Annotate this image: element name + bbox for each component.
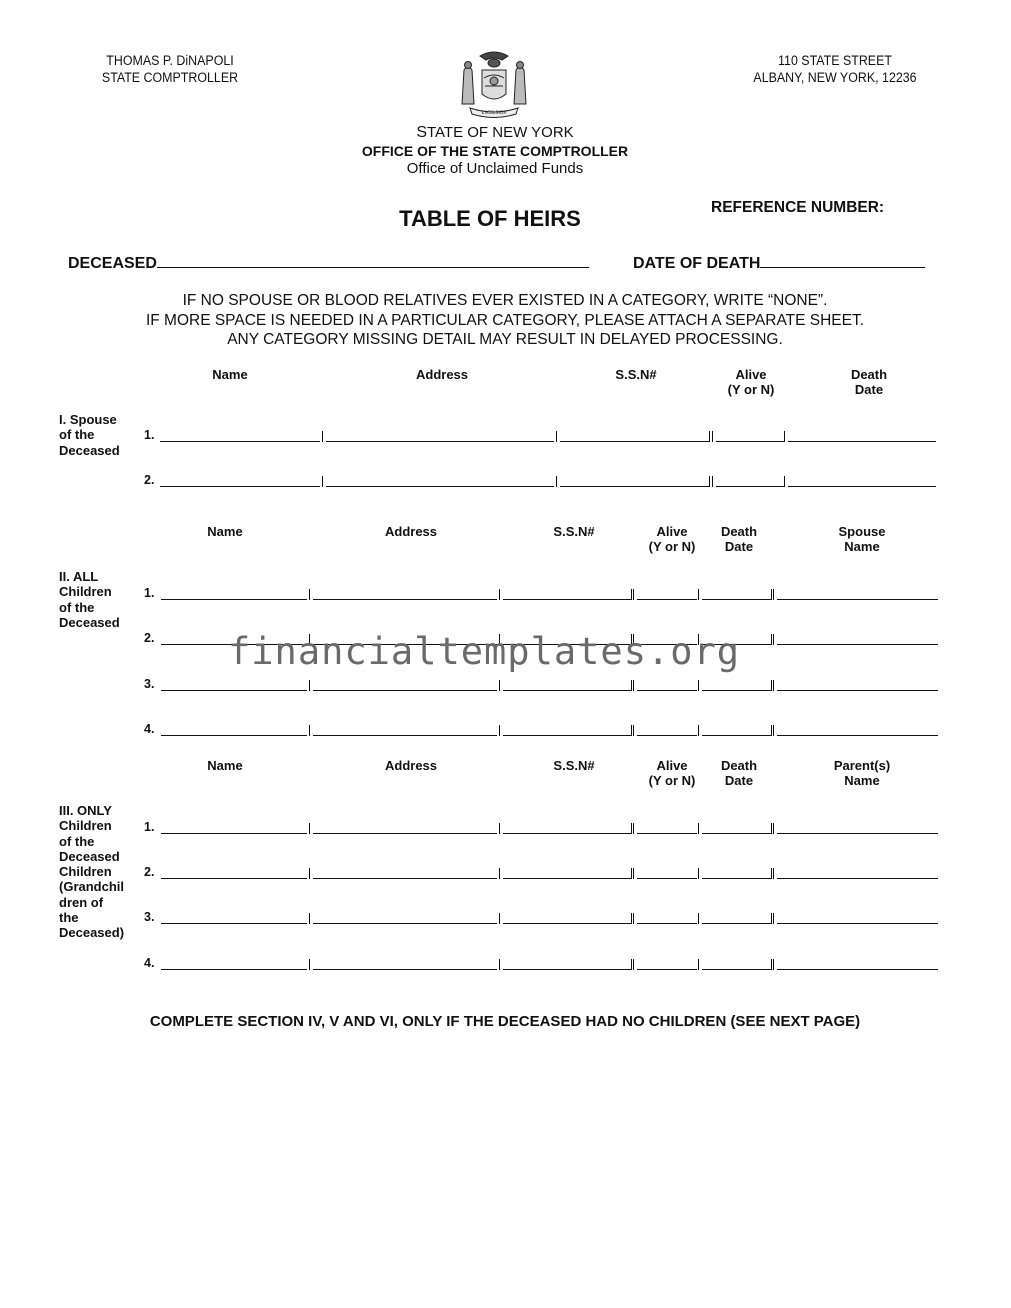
entry-blank-3[interactable] (637, 735, 697, 736)
watermark: financialtemplates.org (228, 630, 741, 673)
footer-note: COMPLETE SECTION IV, V AND VI, ONLY IF THE DECEASED HAD NO CHILDREN (SEE NEXT PAGE) (149, 1013, 861, 1030)
section-label-line: the (59, 910, 79, 926)
column-header-line: Address (415, 367, 469, 382)
column-separator (633, 589, 634, 600)
entry-blank-4[interactable] (702, 833, 772, 834)
section-label-line: Children (59, 818, 112, 834)
entry-blank-2[interactable] (503, 735, 632, 736)
column-separator (499, 725, 500, 736)
section-label-line: dren of (59, 894, 104, 910)
entry-blank-4[interactable] (702, 690, 772, 691)
column-separator (784, 431, 785, 442)
row-number: 2. (144, 631, 155, 645)
entry-blank-2[interactable] (560, 486, 710, 487)
column-separator (633, 868, 634, 879)
column-separator (309, 868, 310, 879)
column-separator (773, 680, 774, 691)
entry-blank-0[interactable] (161, 599, 307, 600)
column-header (814, 367, 924, 397)
row-number: 1. (144, 586, 155, 600)
column-separator (771, 959, 772, 970)
section-label (59, 569, 120, 630)
column-separator (773, 959, 774, 970)
instruction-line: ANY CATEGORY MISSING DETAIL MAY RESULT IN DELAYED PROCESSING. (227, 331, 783, 348)
column-header (170, 524, 280, 539)
entry-blank-5[interactable] (777, 969, 938, 970)
column-header-line: Name (207, 758, 243, 773)
entry-blank-5[interactable] (777, 690, 938, 691)
section-label-line: Children (59, 584, 112, 600)
section-label (59, 412, 120, 458)
entry-blank-2[interactable] (503, 833, 632, 834)
entry-blank-2[interactable] (503, 923, 632, 924)
address-street: 110 STATE STREET (778, 53, 892, 68)
column-separator (631, 868, 632, 879)
comptroller-name: THOMAS P. DiNAPOLI (106, 53, 234, 68)
section-label-line: Deceased) (59, 925, 125, 941)
column-header (684, 524, 794, 554)
section-label-line: Children (59, 864, 112, 880)
entry-blank-3[interactable] (637, 599, 697, 600)
section-label (59, 803, 124, 941)
entry-blank-0[interactable] (161, 735, 307, 736)
entry-blank-5[interactable] (777, 833, 938, 834)
column-separator (712, 476, 713, 487)
entry-blank-1[interactable] (326, 486, 554, 487)
state-seal-icon (452, 48, 536, 124)
column-header (356, 524, 466, 539)
column-header-line: Death (850, 367, 888, 382)
row-number: 1. (144, 820, 155, 834)
entry-blank-5[interactable] (777, 878, 938, 879)
column-header-line: (Y or N) (648, 539, 696, 554)
column-header (387, 367, 497, 382)
column-header-line: Parent(s) (833, 758, 891, 773)
column-header-line: Date (724, 773, 754, 788)
column-separator (499, 959, 500, 970)
section-label-line: of the (59, 427, 95, 443)
column-header-line: Death (720, 758, 758, 773)
column-header-line: Alive (735, 367, 767, 382)
office-name: OFFICE OF THE STATE COMPTROLLER (361, 143, 629, 159)
entry-blank-3[interactable] (637, 690, 697, 691)
column-header (175, 367, 285, 382)
column-separator (698, 589, 699, 600)
column-separator (771, 589, 772, 600)
column-header-line: Spouse (838, 524, 886, 539)
column-separator (633, 680, 634, 691)
column-header-line: S.S.N# (615, 367, 657, 382)
entry-blank-5[interactable] (777, 923, 938, 924)
entry-blank-0[interactable] (161, 878, 307, 879)
deceased-label: DECEASED (68, 255, 157, 272)
entry-blank-4[interactable] (788, 486, 936, 487)
seal-motto: EXCELSIOR (481, 111, 507, 116)
column-header (519, 524, 629, 539)
column-separator (631, 725, 632, 736)
column-header-line: Date (724, 539, 754, 554)
column-header (696, 367, 806, 397)
column-header-line: Death (720, 524, 758, 539)
column-header-line: S.S.N# (553, 524, 595, 539)
column-separator (633, 823, 634, 834)
column-separator (771, 823, 772, 834)
office-subtitle: Office of Unclaimed Funds (406, 160, 584, 177)
section-label-line: Deceased (59, 442, 120, 458)
column-separator (499, 823, 500, 834)
instruction-line: IF NO SPOUSE OR BLOOD RELATIVES EVER EXISTED IN A CATEGORY, WRITE “NONE”. (182, 292, 828, 309)
column-separator (771, 913, 772, 924)
column-separator (712, 431, 713, 442)
column-header-line: S.S.N# (553, 758, 595, 773)
column-header (807, 524, 917, 554)
column-separator (556, 476, 557, 487)
section-label-line: of the (59, 833, 95, 849)
column-separator (309, 959, 310, 970)
entry-blank-3[interactable] (637, 923, 697, 924)
column-separator (698, 868, 699, 879)
column-separator (499, 868, 500, 879)
entry-blank-1[interactable] (313, 690, 497, 691)
column-header-line: Address (384, 758, 438, 773)
entry-blank-5[interactable] (777, 644, 938, 645)
column-header-line: Alive (656, 524, 688, 539)
row-number: 4. (144, 722, 155, 736)
column-separator (709, 431, 710, 442)
column-separator (709, 476, 710, 487)
office-address-block (748, 52, 923, 86)
instruction-line: IF MORE SPACE IS NEEDED IN A PARTICULAR CATEGORY, PLEASE ATTACH A SEPARATE SHEET. (145, 311, 865, 329)
section-label-line: of the (59, 599, 95, 615)
entry-blank-2[interactable] (560, 441, 710, 442)
entry-blank-1[interactable] (326, 441, 554, 442)
entry-blank-4[interactable] (788, 441, 936, 442)
column-header-line: Name (212, 367, 248, 382)
column-separator (698, 913, 699, 924)
column-separator (633, 959, 634, 970)
entry-blank-4[interactable] (702, 735, 772, 736)
entry-blank-3[interactable] (637, 833, 697, 834)
state-name (280, 124, 710, 142)
entry-blank-2[interactable] (503, 599, 632, 600)
address-city: ALBANY, NEW YORK, 12236 (753, 70, 917, 85)
column-separator (631, 589, 632, 600)
column-separator (322, 476, 323, 487)
column-separator (698, 823, 699, 834)
column-separator (771, 680, 772, 691)
column-separator (499, 913, 500, 924)
column-separator (322, 431, 323, 442)
entry-blank-2[interactable] (503, 690, 632, 691)
column-separator (698, 959, 699, 970)
row-number: 2. (144, 865, 155, 879)
form-title: TABLE OF HEIRS (399, 206, 581, 231)
column-separator (771, 634, 772, 645)
entry-blank-0[interactable] (161, 690, 307, 691)
entry-blank-0[interactable] (161, 923, 307, 924)
column-separator (631, 913, 632, 924)
row-number: 3. (144, 677, 155, 691)
entry-blank-3[interactable] (716, 486, 784, 487)
column-header-line: Name (207, 524, 243, 539)
entry-blank-1[interactable] (313, 599, 497, 600)
comptroller-title: STATE COMPTROLLER (101, 70, 239, 85)
section-label-line: II. ALL (59, 569, 99, 584)
column-separator (309, 725, 310, 736)
entry-blank-3[interactable] (716, 441, 784, 442)
column-header-line: Alive (656, 758, 688, 773)
column-separator (556, 431, 557, 442)
column-separator (771, 868, 772, 879)
comptroller-name-block (78, 52, 262, 86)
entry-blank-1[interactable] (313, 923, 497, 924)
column-separator (771, 725, 772, 736)
column-header-line: (Y or N) (648, 773, 696, 788)
column-separator (773, 868, 774, 879)
entry-blank-0[interactable] (160, 486, 320, 487)
entry-blank-0[interactable] (161, 833, 307, 834)
date-of-death-input-line[interactable] (760, 253, 925, 268)
deceased-input-line[interactable] (157, 253, 589, 268)
entry-blank-5[interactable] (777, 735, 938, 736)
entry-blank-1[interactable] (313, 969, 497, 970)
column-header (684, 758, 794, 788)
section-label-line: Deceased (59, 614, 120, 630)
column-header (356, 758, 466, 773)
entry-blank-0[interactable] (161, 969, 307, 970)
entry-blank-1[interactable] (313, 735, 497, 736)
entry-blank-4[interactable] (702, 969, 772, 970)
column-header-line: Name (844, 539, 880, 554)
entry-blank-2[interactable] (503, 969, 632, 970)
column-separator (773, 913, 774, 924)
column-separator (631, 823, 632, 834)
entry-blank-0[interactable] (160, 441, 320, 442)
column-separator (309, 589, 310, 600)
entry-blank-3[interactable] (637, 878, 697, 879)
instructions (60, 291, 950, 350)
entry-blank-5[interactable] (777, 599, 938, 600)
column-separator (631, 959, 632, 970)
column-separator (698, 725, 699, 736)
column-separator (773, 823, 774, 834)
row-number: 4. (144, 956, 155, 970)
entry-blank-1[interactable] (313, 833, 497, 834)
column-header-line: Date (854, 382, 884, 397)
column-header-line: Name (844, 773, 880, 788)
column-separator (773, 589, 774, 600)
column-separator (633, 725, 634, 736)
section-label-line: Deceased (59, 848, 120, 864)
column-separator (784, 476, 785, 487)
column-separator (773, 634, 774, 645)
column-separator (698, 680, 699, 691)
state-initial: S (416, 124, 427, 141)
section-label-line: I. Spouse (59, 412, 117, 427)
section-label-line: (Grandchil (59, 879, 125, 895)
column-header (519, 758, 629, 773)
column-separator (633, 913, 634, 924)
column-separator (309, 680, 310, 691)
column-header-line: Address (384, 524, 438, 539)
column-separator (309, 913, 310, 924)
entry-blank-4[interactable] (702, 878, 772, 879)
date-of-death-label: DATE OF DEATH (633, 255, 761, 272)
entry-blank-4[interactable] (702, 599, 772, 600)
row-number: 3. (144, 910, 155, 924)
deceased-field (68, 253, 589, 273)
column-separator (499, 589, 500, 600)
reference-number-label: REFERENCE NUMBER: (711, 199, 885, 216)
column-header-line: (Y or N) (727, 382, 775, 397)
date-of-death-field (633, 253, 925, 273)
column-separator (309, 823, 310, 834)
column-separator (499, 680, 500, 691)
row-number: 1. (144, 428, 155, 442)
column-header (170, 758, 280, 773)
entry-blank-2[interactable] (503, 878, 632, 879)
row-number: 2. (144, 473, 155, 487)
column-separator (773, 725, 774, 736)
column-header (581, 367, 691, 382)
entry-blank-3[interactable] (637, 969, 697, 970)
entry-blank-4[interactable] (702, 923, 772, 924)
section-label-line: III. ONLY (59, 803, 112, 818)
entry-blank-1[interactable] (313, 878, 497, 879)
column-separator (631, 680, 632, 691)
state-rest: TATE OF NEW YORK (426, 124, 574, 141)
column-header (807, 758, 917, 788)
